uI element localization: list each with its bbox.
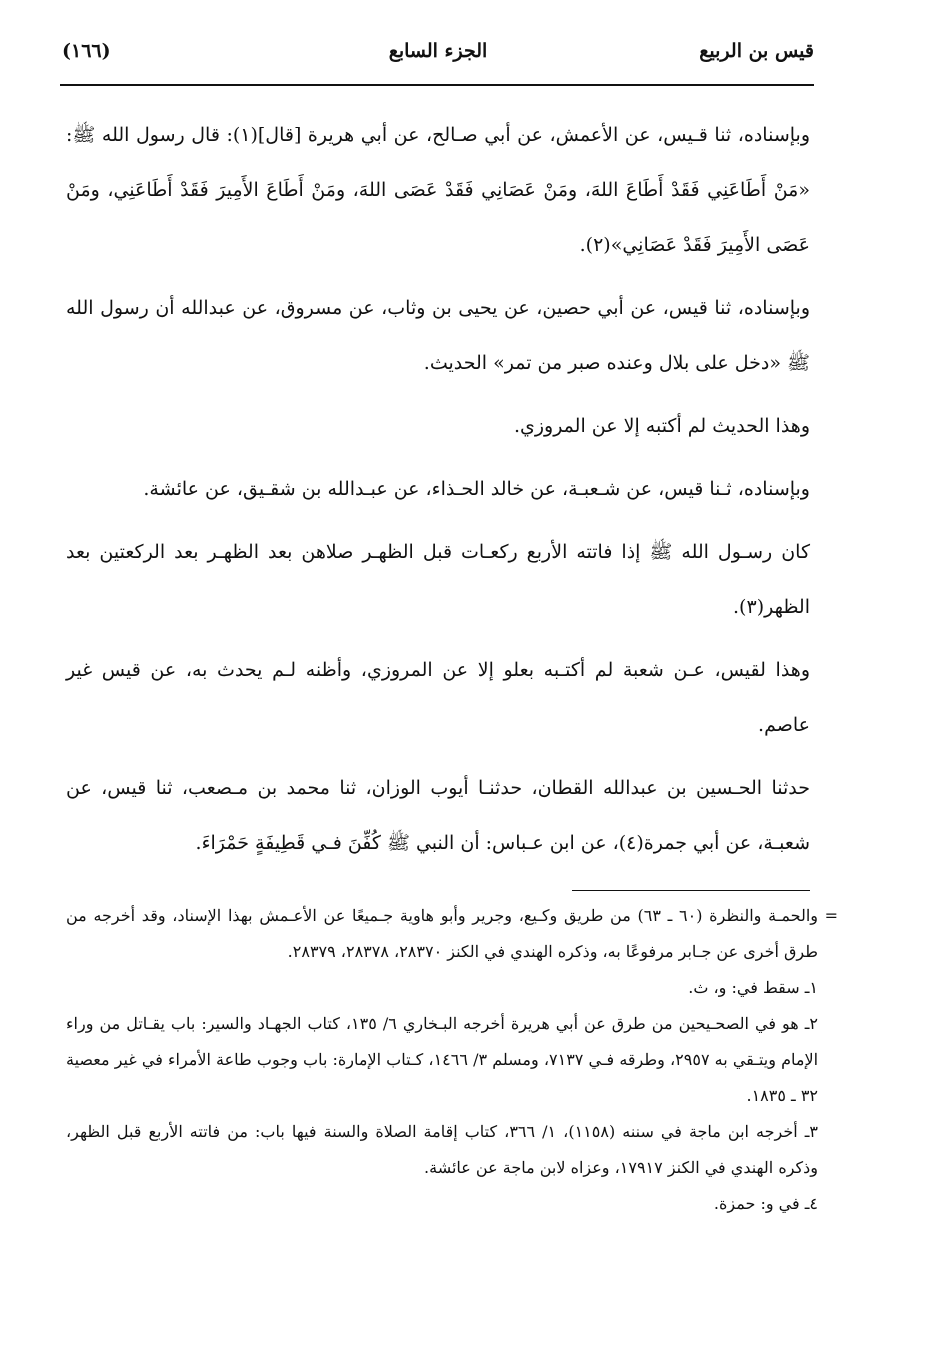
footnote: ٢ـ هو في الصحـيحين من طرق عن أبي هريرة أخرجه البـخاري ٦/ ١٣٥، كتاب الجهـاد والسير: باب يقـاتل من وراء الإمام ويتـقي به ٢٩٥٧، وطرقه فـي ٧١٣٧، ومسلم ٣/ ١٤٦٦، كـتاب الإمارة: باب وجوب طاعة الأمراء في غير معصية ٣٢ ـ ١٨٣٥. [66,1014,819,1105]
header-page-number: (١٦٦) [62,40,111,62]
page-header [62,34,814,84]
footnote: والحمـة والنظرة (٦٠ ـ ٦٣) من طريق وكـيع، وجرير وأبو هاوية جـميعًا عن الأعـمش بهذا الإسناد، وقد أخرجه من طرق أخرى عن جـابر مرفوعًا به، وذكره الهندي في الكنز ٢٨٣٧٠، ٢٨٣٧٨، ٢٨٣٧٩. [66,906,818,961]
footnote-continuation-mark: = [824,906,838,925]
paragraph: وبإسناده، ثنا قيس، عن أبي حصين، عن يحيى بن وثاب، عن مسروق، عن عبدالله أن رسول الله ﷺ «دخل على بلال وعنده صبر من تمر» الحديث. [66,297,810,374]
paragraph: وهذا الحديث لم أكتبه إلا عن المروزي. [513,415,810,437]
footnote-divider [572,890,810,891]
paragraph: وبإسناده، ثـنا قيس، عن شـعبـة، عن خالد الحـذاء، عن عبـدالله بن شقـيق، عن عائشة. [143,478,810,500]
paragraph: وهذا لقيس، عـن شعبة لم أكتـبه بعلو إلا عن المروزي، وأظنه لـم يحدث به، عن قيس غير عاصم. [66,659,810,736]
header-divider [60,84,814,86]
footnote: ٣ـ أخرجه ابن ماجة في سننه (١١٥٨)، ١/ ٣٦٦، كتاب إقامة الصلاة والسنة فيها باب: من فاتته الأربع قبل الظهر، وذكره الهندي في الكنز ١٧٩١٧، وعزاه لابن ماجة عن عائشة. [66,1122,818,1177]
paragraph: حدثنا الحـسين بن عبدالله القطان، حدثنـا أيوب الوزان، ثنا محمد بن مـصعب، ثنا قيس، عن شعبـة، عن أبي جمرة(٤)، عن ابن عـباس: أن النبي ﷺ كُفِّنَ فـي قَطِيفَةٍ حَمْرَاءَ. [66,777,810,854]
paragraph: كان رسـول الله ﷺ إذا فاتته الأربع ركعـات قبل الظهـر صلاهن بعد الظهـر بعد الركعتين بعد الظهر(٣). [66,541,810,618]
footnote: ١ـ سقط في: و، ث. [688,978,818,997]
paragraph: وبإسناده، ثنا قـيس، عن الأعمش، عن أبي صـالح، عن أبي هريرة [قال](١): قال رسول الله ﷺ: «مَنْ أَطَاعَنِي فَقَدْ أَطَاعَ اللهَ، ومَنْ عَصَانِي فَقَدْ عَصَى اللهَ، ومَنْ أَطَاعَ الأَمِيرَ فَقَدْ أَطَاعَنِي، ومَنْ عَصَى الأَمِيرَ فَقَدْ عَصَانِي»(٢). [66,124,811,256]
footnote: ٤ـ في و: حمزة. [713,1194,818,1213]
footnotes [66,898,818,1222]
header-volume-title: الجزء السابع [388,40,488,62]
header-chapter-title: قيس بن الربيع [699,40,814,62]
main-text [66,108,810,879]
